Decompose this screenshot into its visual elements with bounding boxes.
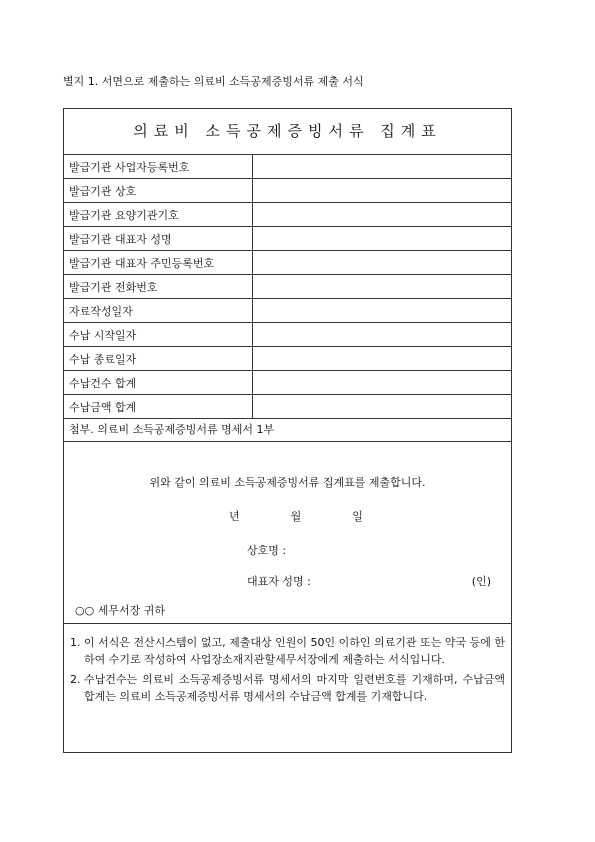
note-number: 2. — [70, 673, 81, 686]
fields-table — [64, 155, 511, 419]
date-day-label: 일 — [352, 510, 363, 523]
date-month-label: 월 — [290, 510, 302, 523]
field-value[interactable] — [253, 179, 512, 203]
field-label: 수납금액 합계 — [64, 395, 253, 419]
summary-form — [63, 108, 512, 753]
field-value[interactable] — [253, 227, 512, 251]
note-text: 이 서식은 전산시스템이 없고, 제출대상 인원이 50인 이하인 의료기관 또는 약국 등에 한하여 수기로 작성하여 사업장소재지관할세무서장에게 제출하는 서식입니다. — [84, 636, 505, 666]
field-label: 수납 종료일자 — [64, 347, 253, 371]
field-row — [64, 371, 511, 395]
field-value[interactable] — [253, 347, 512, 371]
company-name-label: 상호명 : — [247, 544, 287, 557]
field-row — [64, 299, 511, 323]
field-row — [64, 251, 511, 275]
date-year-label: 년 — [229, 510, 240, 523]
addressee: ○○ 세무서장 귀하 — [75, 604, 165, 617]
field-row — [64, 347, 511, 371]
field-value[interactable] — [253, 395, 512, 419]
form-caption: 별지 1. 서면으로 제출하는 의료비 소득공제증빙서류 제출 서식 — [63, 75, 364, 88]
note-number: 1. — [70, 636, 81, 649]
note-text: 수납건수는 의료비 소득공제증빙서류 명세서의 마지막 일련번호를 기재하며, 수납금액 합계는 의료비 소득공제증빙서류 명세서의 수납금액 합계를 기재합니다. — [84, 673, 505, 703]
field-value[interactable] — [253, 203, 512, 227]
field-value[interactable] — [253, 323, 512, 347]
field-value[interactable] — [253, 371, 512, 395]
form-title: 의료비 소득공제증빙서류 집계표 — [64, 109, 511, 155]
field-value[interactable] — [253, 275, 512, 299]
field-label: 발급기관 상호 — [64, 179, 253, 203]
note-item — [70, 634, 505, 668]
field-label: 발급기관 전화번호 — [64, 275, 253, 299]
field-row — [64, 155, 511, 179]
declaration-section — [64, 442, 511, 624]
field-row — [64, 203, 511, 227]
date-line — [229, 508, 363, 524]
field-label: 수납 시작일자 — [64, 323, 253, 347]
field-row — [64, 179, 511, 203]
note-item — [70, 671, 505, 705]
field-label: 발급기관 사업자등록번호 — [64, 155, 253, 179]
field-label: 수납건수 합계 — [64, 371, 253, 395]
field-value[interactable] — [253, 155, 512, 179]
field-label: 자료작성일자 — [64, 299, 253, 323]
seal-mark: (인) — [471, 575, 491, 588]
field-row — [64, 323, 511, 347]
field-row — [64, 275, 511, 299]
field-label: 발급기관 요양기관기호 — [64, 203, 253, 227]
field-label: 발급기관 대표자 성명 — [64, 227, 253, 251]
field-label: 발급기관 대표자 주민등록번호 — [64, 251, 253, 275]
representative-label: 대표자 성명 : — [247, 575, 311, 588]
field-row — [64, 227, 511, 251]
field-value[interactable] — [253, 299, 512, 323]
field-value[interactable] — [253, 251, 512, 275]
attachment-note: 첨부. 의료비 소득공제증빙서류 명세서 1부 — [64, 419, 511, 442]
notes-section — [64, 624, 511, 705]
declaration-statement: 위와 같이 의료비 소득공제증빙서류 집계표를 제출합니다. — [149, 476, 426, 489]
field-row — [64, 395, 511, 419]
